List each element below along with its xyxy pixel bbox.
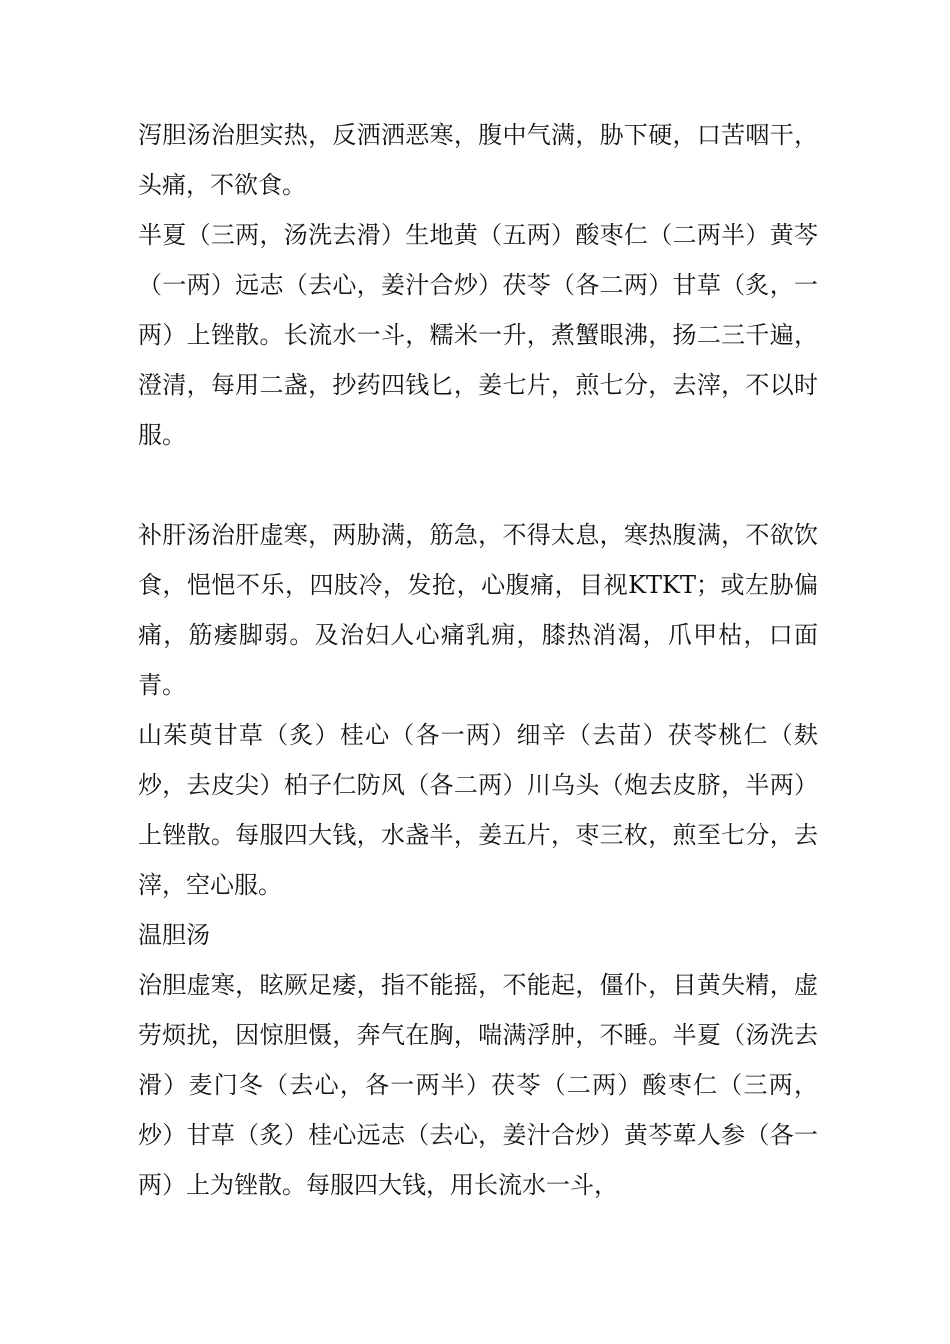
paragraph-xie-dan-tang-prescription: 半夏（三两，汤洗去滑）生地黄（五两）酸枣仁（二两半）黄芩（一两）远志（去心，姜汁合炒）茯苓（各二两）甘草（炙，一两）上锉散。长流水一斗，糯米一升，煮蟹眼沸，扬二三千遍，澄清，每用二盏，抄药四钱匕，姜七片，煎七分，去滓，不以时服。 bbox=[138, 221, 818, 449]
paragraph-bu-gan-tang-prescription: 山茱萸甘草（炙）桂心（各一两）细辛（去苗）茯苓桃仁（麸炒，去皮尖）柏子仁防风（各二两）川乌头（炮去皮脐，半两）上锉散。每服四大钱，水盏半，姜五片，枣三枚，煎至七分，去滓，空心服。 bbox=[138, 721, 818, 899]
heading-wen-dan-tang: 温胆汤 bbox=[138, 921, 210, 949]
section-bu-gan-tang bbox=[138, 510, 818, 1210]
paragraph-xie-dan-tang-indication: 泻胆汤治胆实热，反洒洒恶寒，腹中气满，胁下硬，口苦咽干，头痛，不欲食。 bbox=[138, 121, 818, 199]
paragraph-wen-dan-tang: 治胆虚寒，眩厥足痿，指不能摇，不能起，僵仆，目黄失精，虚劳烦扰，因惊胆慑，奔气在胸，喘满浮肿，不睡。半夏（汤洗去滑）麦门冬（去心，各一两半）茯苓（二两）酸枣仁（三两，炒）甘草（炙）桂心远志（去心，姜汁合炒）黄芩萆人参（各一两）上为锉散。每服四大钱，用长流水一斗， bbox=[138, 971, 818, 1199]
section-spacer bbox=[138, 460, 818, 510]
section-xie-dan-tang bbox=[138, 110, 818, 460]
paragraph-bu-gan-tang-indication: 补肝汤治肝虚寒，两胁满，筋急，不得太息，寒热腹满，不欲饮食，悒悒不乐，四肢冷，发抢，心腹痛，目视KTKT；或左胁偏痛，筋痿脚弱。及治妇人心痛乳痈，膝热消渴，爪甲枯，口面青。 bbox=[138, 521, 818, 699]
document-page bbox=[138, 110, 818, 1210]
